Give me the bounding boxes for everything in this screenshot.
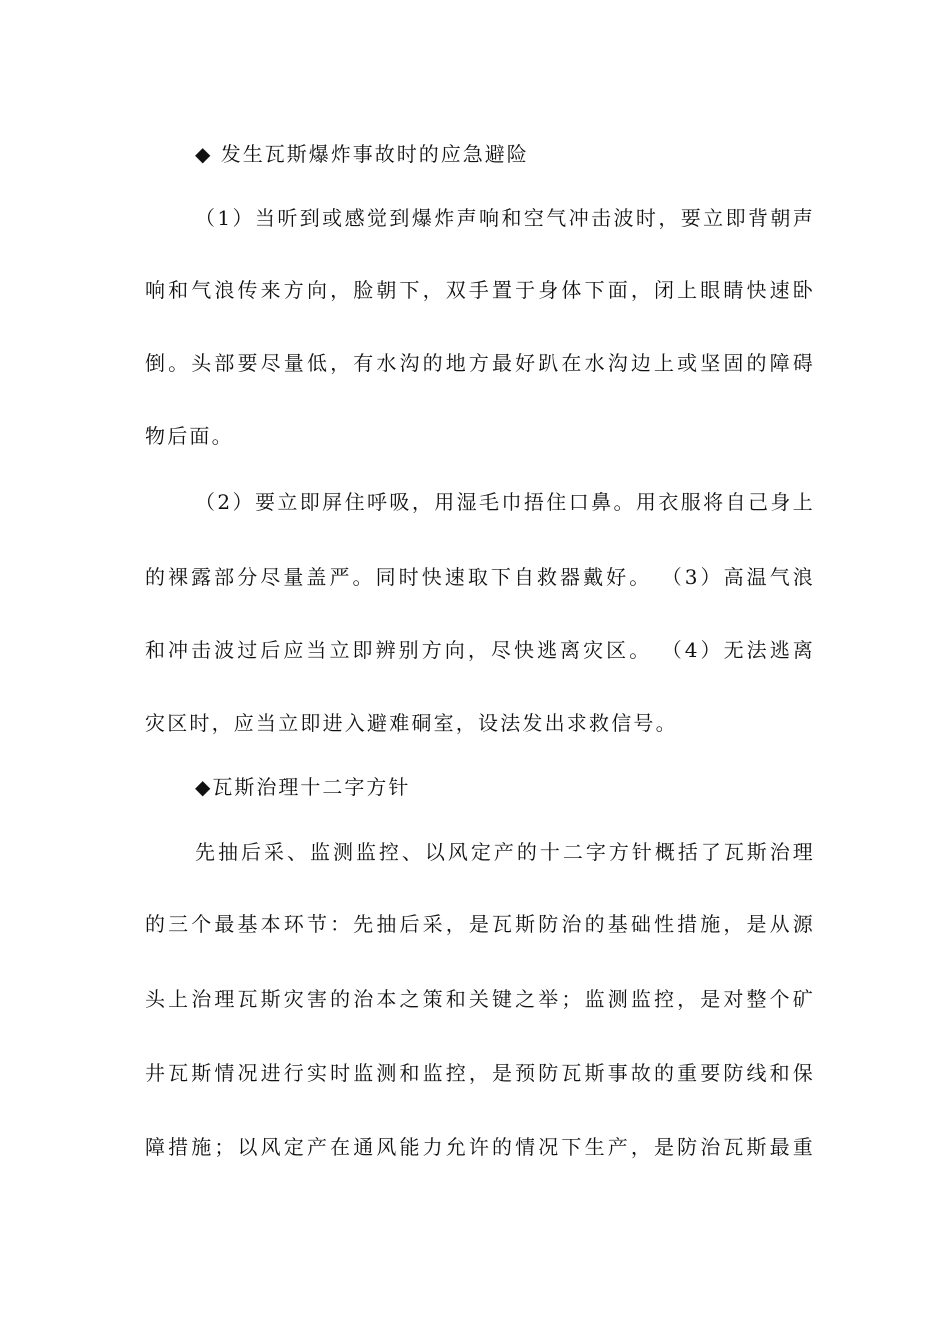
paragraph-line: 响和气浪传来方向，脸朝下，双手置于身体下面，闭上眼睛快速卧 [145, 278, 815, 302]
paragraph-line: 和冲击波过后应当立即辨别方向，尽快逃离灾区。 （4）无法逃离 [145, 638, 815, 662]
paragraph-line: 头上治理瓦斯灾害的治本之策和关键之举；监测监控，是对整个矿 [145, 987, 815, 1011]
paragraph-line: 障措施；以风定产在通风能力允许的情况下生产，是防治瓦斯最重 [145, 1135, 815, 1159]
paragraph-line: 的裸露部分尽量盖严。同时快速取下自救器戴好。 （3）高温气浪 [145, 565, 815, 589]
paragraph-line: 先抽后采、监测监控、以风定产的十二字方针概括了瓦斯治理 [195, 840, 815, 864]
paragraph-line: 物后面。 [145, 424, 234, 448]
paragraph-line: 的三个最基本环节：先抽后采，是瓦斯防治的基础性措施，是从源 [145, 912, 815, 936]
paragraph-line: （1）当听到或感觉到爆炸声响和空气冲击波时，要立即背朝声 [195, 206, 815, 230]
section-heading-explosion-escape: ◆ 发生瓦斯爆炸事故时的应急避险 [195, 142, 529, 166]
section-heading-twelve-character-policy: ◆瓦斯治理十二字方针 [195, 775, 411, 799]
paragraph-line: 灾区时，应当立即进入避难硐室，设法发出求救信号。 [145, 711, 678, 735]
paragraph-line: 倒。头部要尽量低，有水沟的地方最好趴在水沟边上或坚固的障碍 [145, 351, 815, 375]
paragraph-line: （2）要立即屏住呼吸，用湿毛巾捂住口鼻。用衣服将自己身上 [195, 490, 815, 514]
paragraph-line: 井瓦斯情况进行实时监测和监控，是预防瓦斯事故的重要防线和保 [145, 1061, 815, 1085]
